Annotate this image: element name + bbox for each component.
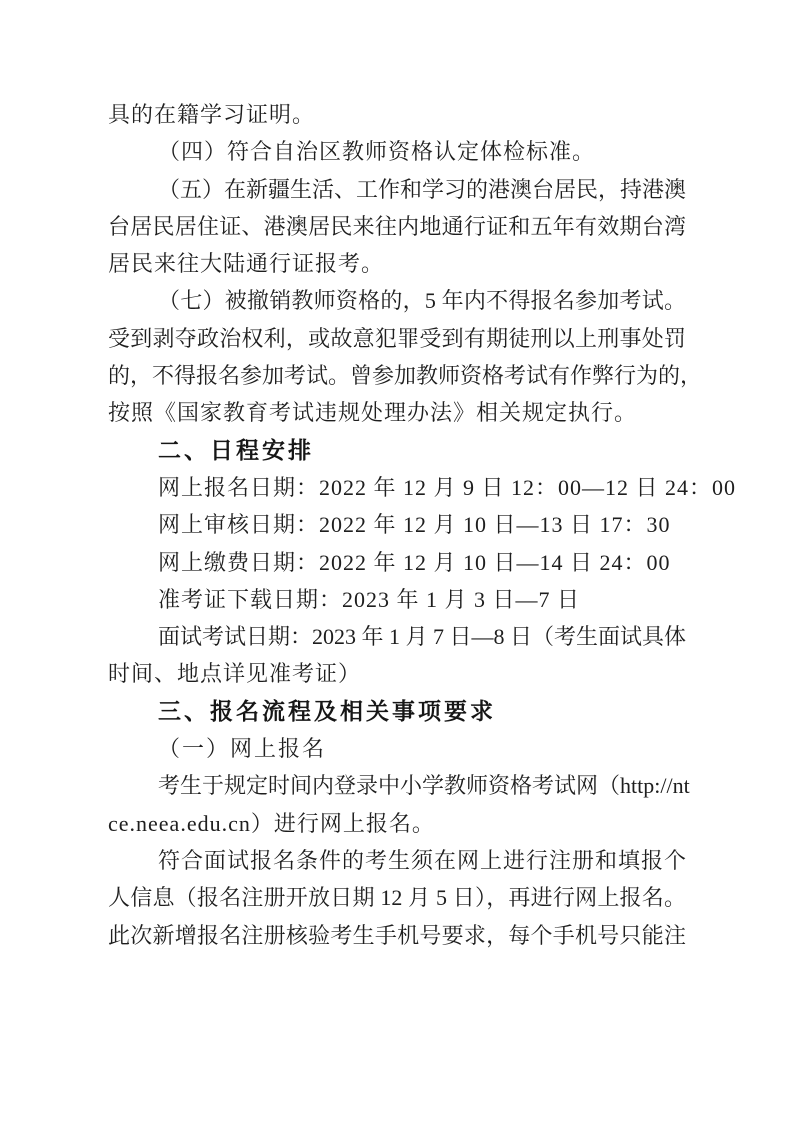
schedule-line-registration: 网上报名日期：2022 年 12 月 9 日 12：00—12 日 24：00	[158, 474, 737, 500]
paragraph-line: 人信息（报名注册开放日期 12 月 5 日），再进行网上报名。	[108, 885, 686, 911]
schedule-line-review: 网上审核日期：2022 年 12 月 10 日—13 日 17：30	[158, 512, 671, 538]
paragraph-line: 具的在籍学习证明。	[108, 102, 316, 127]
paragraph-line: 考生于规定时间内登录中小学教师资格考试网（http://nt	[158, 773, 690, 799]
paragraph-line: （四）符合自治区教师资格认定体检标准。	[158, 139, 596, 165]
paragraph-line: 居民来往大陆通行证报考。	[108, 251, 385, 277]
paragraph-line-with-url: ce.neea.edu.cn）进行网上报名。	[108, 810, 435, 836]
paragraph-line: 按照《国家教育考试违规处理办法》相关规定执行。	[108, 400, 638, 426]
subsection-heading-online-registration: （一）网上报名	[158, 736, 327, 762]
paragraph-line: （五）在新疆生活、工作和学习的港澳台居民，持港澳	[158, 176, 687, 202]
paragraph-line: （七）被撤销教师资格的，5 年内不得报名参加考试。	[158, 288, 686, 314]
section-heading-schedule: 二、日程安排	[158, 436, 314, 463]
schedule-line-continuation: 时间、地点详见准考证）	[108, 661, 362, 687]
paragraph-line: 符合面试报名条件的考生须在网上进行注册和填报个	[158, 847, 686, 873]
paragraph-line: 台居民居住证、港澳居民来往内地通行证和五年有效期台湾	[108, 213, 686, 239]
paragraph-line: 的，不得报名参加考试。曾参加教师资格考试有作弊行为的，	[108, 363, 703, 389]
schedule-line-payment: 网上缴费日期：2022 年 12 月 10 日—14 日 24：00	[158, 549, 671, 575]
paragraph-line: 此次新增报名注册核验考生手机号要求，每个手机号只能注	[108, 922, 686, 948]
document-body	[108, 96, 737, 954]
paragraph-line: 受到剥夺政治权利，或故意犯罪受到有期徒刑以上刑事处罚	[108, 325, 686, 351]
section-heading-procedure: 三、报名流程及相关事项要求	[158, 697, 496, 724]
schedule-line-interview-date: 面试考试日期：2023 年 1 月 7 日—8 日（考生面试具体	[158, 624, 687, 650]
schedule-line-ticket-download: 准考证下载日期：2023 年 1 月 3 日—7 日	[158, 586, 581, 612]
